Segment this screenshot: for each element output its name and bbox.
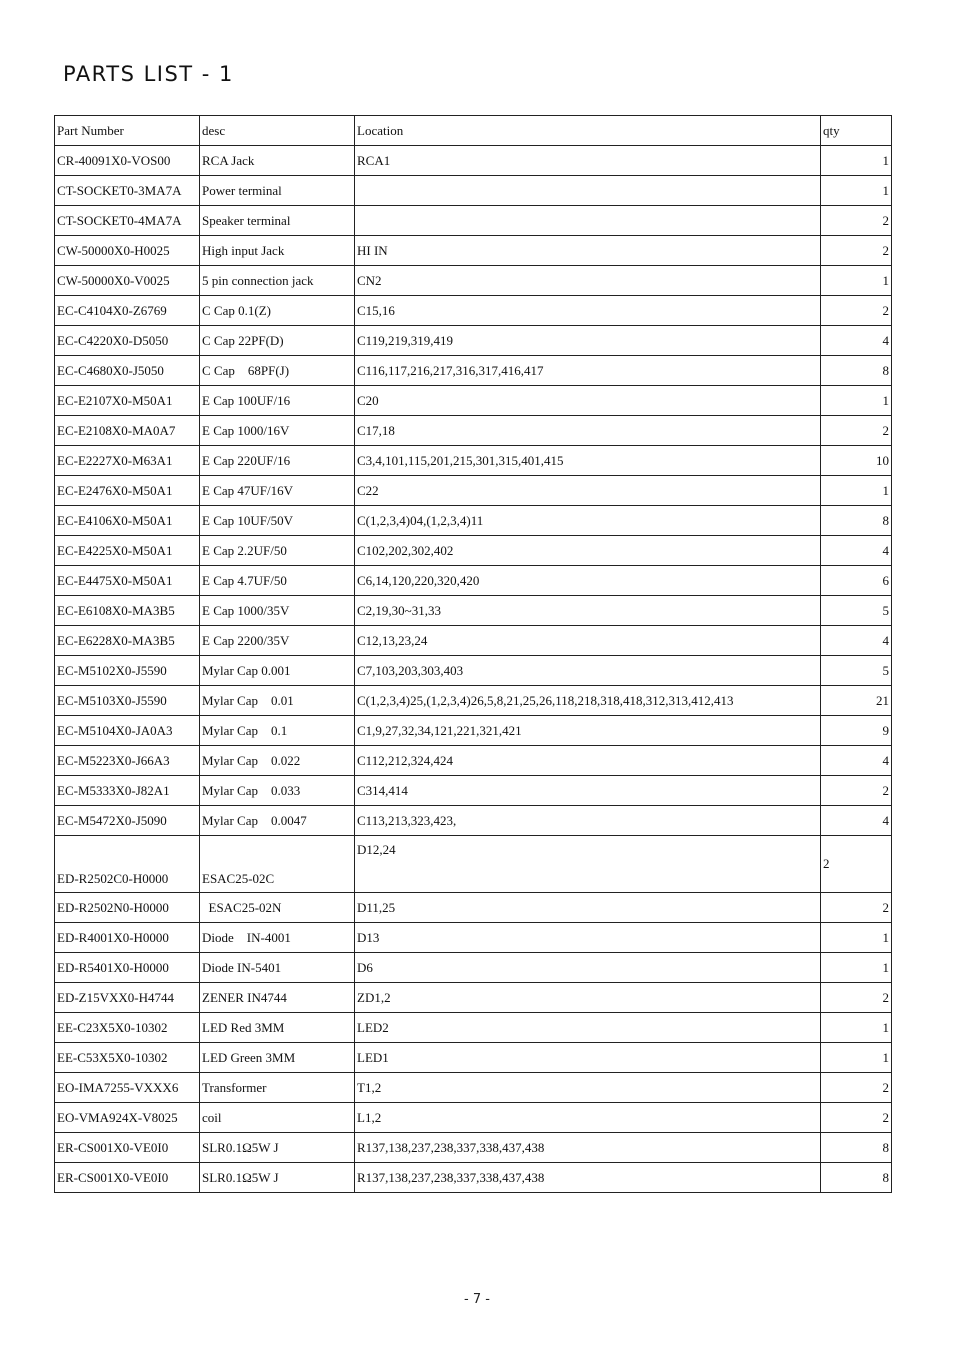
cell-part-number: CW-50000X0-H0025 — [55, 236, 200, 266]
cell-part-number: EC-C4104X0-Z6769 — [55, 296, 200, 326]
table-row — [55, 446, 892, 476]
cell-location: D12,24 — [355, 836, 821, 893]
cell-desc: coil — [200, 1103, 355, 1133]
cell-location: ZD1,2 — [355, 983, 821, 1013]
table-row — [55, 596, 892, 626]
cell-qty: 8 — [821, 1133, 892, 1163]
table-row — [55, 626, 892, 656]
cell-qty: 4 — [821, 536, 892, 566]
cell-qty: 21 — [821, 686, 892, 716]
cell-qty: 1 — [821, 146, 892, 176]
header-desc: desc — [200, 116, 355, 146]
cell-desc: Power terminal — [200, 176, 355, 206]
table-row — [55, 776, 892, 806]
cell-location: C116,117,216,217,316,317,416,417 — [355, 356, 821, 386]
table-row — [55, 326, 892, 356]
header-qty: qty — [821, 116, 892, 146]
cell-part-number: EC-M5472X0-J5090 — [55, 806, 200, 836]
table-row — [55, 1013, 892, 1043]
cell-part-number: CT-SOCKET0-4MA7A — [55, 206, 200, 236]
cell-qty: 4 — [821, 626, 892, 656]
cell-location: C113,213,323,423, — [355, 806, 821, 836]
cell-location: C12,13,23,24 — [355, 626, 821, 656]
cell-desc: LED Green 3MM — [200, 1043, 355, 1073]
table-row — [55, 746, 892, 776]
cell-qty: 2 — [821, 1073, 892, 1103]
table-row — [55, 836, 892, 893]
cell-desc: ESAC25-02N — [200, 893, 355, 923]
table-row — [55, 716, 892, 746]
table-row — [55, 1043, 892, 1073]
cell-desc: Transformer — [200, 1073, 355, 1103]
cell-part-number: ED-R2502C0-H0000 — [55, 836, 200, 893]
table-row — [55, 686, 892, 716]
table-row — [55, 236, 892, 266]
cell-location: LED1 — [355, 1043, 821, 1073]
cell-qty: 5 — [821, 596, 892, 626]
table-row — [55, 386, 892, 416]
cell-part-number: EC-M5103X0-J5590 — [55, 686, 200, 716]
cell-part-number: CW-50000X0-V0025 — [55, 266, 200, 296]
cell-part-number: EC-M5104X0-JA0A3 — [55, 716, 200, 746]
table-header-row — [55, 116, 892, 146]
cell-desc: High input Jack — [200, 236, 355, 266]
cell-qty: 10 — [821, 446, 892, 476]
cell-part-number: EC-E4225X0-M50A1 — [55, 536, 200, 566]
cell-location: C7,103,203,303,403 — [355, 656, 821, 686]
cell-desc: Mylar Cap 0.033 — [200, 776, 355, 806]
table-row — [55, 983, 892, 1013]
cell-qty: 1 — [821, 923, 892, 953]
cell-qty: 2 — [821, 236, 892, 266]
table-row — [55, 566, 892, 596]
cell-location: C102,202,302,402 — [355, 536, 821, 566]
cell-qty: 8 — [821, 1163, 892, 1193]
cell-location: T1,2 — [355, 1073, 821, 1103]
table-row — [55, 1103, 892, 1133]
cell-qty: 5 — [821, 656, 892, 686]
cell-location: C2,19,30~31,33 — [355, 596, 821, 626]
cell-qty: 1 — [821, 386, 892, 416]
cell-location: C6,14,120,220,320,420 — [355, 566, 821, 596]
cell-part-number: EC-E2227X0-M63A1 — [55, 446, 200, 476]
cell-part-number: EO-VMA924X-V8025 — [55, 1103, 200, 1133]
cell-location: R137,138,237,238,337,338,437,438 — [355, 1163, 821, 1193]
cell-part-number: ED-R5401X0-H0000 — [55, 953, 200, 983]
cell-desc: E Cap 47UF/16V — [200, 476, 355, 506]
cell-location: LED2 — [355, 1013, 821, 1043]
cell-desc: ESAC25-02C — [200, 836, 355, 893]
table-row — [55, 476, 892, 506]
table-row — [55, 923, 892, 953]
cell-desc: Mylar Cap 0.022 — [200, 746, 355, 776]
cell-desc: E Cap 4.7UF/50 — [200, 566, 355, 596]
cell-qty: 1 — [821, 1013, 892, 1043]
cell-qty: 1 — [821, 476, 892, 506]
cell-part-number: CR-40091X0-VOS00 — [55, 146, 200, 176]
table-row — [55, 1133, 892, 1163]
cell-desc: SLR0.1Ω5W J — [200, 1133, 355, 1163]
cell-qty: 2 — [821, 983, 892, 1013]
cell-desc: E Cap 1000/16V — [200, 416, 355, 446]
cell-desc: E Cap 220UF/16 — [200, 446, 355, 476]
cell-qty: 2 — [821, 836, 892, 893]
cell-desc: Mylar Cap 0.0047 — [200, 806, 355, 836]
cell-qty: 4 — [821, 326, 892, 356]
cell-qty: 2 — [821, 206, 892, 236]
cell-location: C20 — [355, 386, 821, 416]
cell-part-number: EC-E6228X0-MA3B5 — [55, 626, 200, 656]
cell-desc: Mylar Cap 0.001 — [200, 656, 355, 686]
cell-desc: E Cap 10UF/50V — [200, 506, 355, 536]
cell-desc: Diode IN-5401 — [200, 953, 355, 983]
cell-part-number: EE-C53X5X0-10302 — [55, 1043, 200, 1073]
cell-location: HI IN — [355, 236, 821, 266]
header-part-number: Part Number — [55, 116, 200, 146]
table-row — [55, 656, 892, 686]
cell-desc: ZENER IN4744 — [200, 983, 355, 1013]
cell-desc: E Cap 2.2UF/50 — [200, 536, 355, 566]
cell-desc: E Cap 2200/35V — [200, 626, 355, 656]
cell-qty: 4 — [821, 746, 892, 776]
cell-qty: 1 — [821, 176, 892, 206]
cell-desc: SLR0.1Ω5W J — [200, 1163, 355, 1193]
cell-part-number: EC-E2476X0-M50A1 — [55, 476, 200, 506]
cell-desc: Diode IN-4001 — [200, 923, 355, 953]
table-row — [55, 1073, 892, 1103]
cell-part-number: ED-Z15VXX0-H4744 — [55, 983, 200, 1013]
table-row — [55, 146, 892, 176]
cell-part-number: EC-M5333X0-J82A1 — [55, 776, 200, 806]
cell-part-number: EC-E2108X0-MA0A7 — [55, 416, 200, 446]
cell-desc: C Cap 0.1(Z) — [200, 296, 355, 326]
cell-desc: LED Red 3MM — [200, 1013, 355, 1043]
cell-qty: 2 — [821, 416, 892, 446]
cell-location: D13 — [355, 923, 821, 953]
cell-part-number: EE-C23X5X0-10302 — [55, 1013, 200, 1043]
cell-part-number: CT-SOCKET0-3MA7A — [55, 176, 200, 206]
table-row — [55, 506, 892, 536]
table-row — [55, 536, 892, 566]
cell-desc: E Cap 100UF/16 — [200, 386, 355, 416]
cell-location: C112,212,324,424 — [355, 746, 821, 776]
cell-part-number: ER-CS001X0-VE0I0 — [55, 1133, 200, 1163]
cell-location: D11,25 — [355, 893, 821, 923]
cell-location: R137,138,237,238,337,338,437,438 — [355, 1133, 821, 1163]
cell-part-number: EC-E4106X0-M50A1 — [55, 506, 200, 536]
cell-part-number: EC-C4220X0-D5050 — [55, 326, 200, 356]
table-row — [55, 416, 892, 446]
table-row — [55, 806, 892, 836]
table-row — [55, 296, 892, 326]
cell-location — [355, 176, 821, 206]
table-row — [55, 266, 892, 296]
table-row — [55, 356, 892, 386]
header-location: Location — [355, 116, 821, 146]
cell-part-number: ED-R2502N0-H0000 — [55, 893, 200, 923]
cell-qty: 2 — [821, 893, 892, 923]
table-row — [55, 953, 892, 983]
cell-location: C15,16 — [355, 296, 821, 326]
cell-desc: RCA Jack — [200, 146, 355, 176]
cell-qty: 4 — [821, 806, 892, 836]
cell-part-number: EO-IMA7255-VXXX6 — [55, 1073, 200, 1103]
parts-table — [54, 115, 892, 1193]
cell-qty: 2 — [821, 1103, 892, 1133]
cell-part-number: ER-CS001X0-VE0I0 — [55, 1163, 200, 1193]
cell-desc: 5 pin connection jack — [200, 266, 355, 296]
page-title: PARTS LIST - 1 — [63, 62, 234, 86]
cell-qty: 2 — [821, 776, 892, 806]
cell-location: D6 — [355, 953, 821, 983]
cell-part-number: EC-E6108X0-MA3B5 — [55, 596, 200, 626]
cell-part-number: EC-C4680X0-J5050 — [55, 356, 200, 386]
cell-qty: 8 — [821, 356, 892, 386]
cell-part-number: EC-M5223X0-J66A3 — [55, 746, 200, 776]
cell-location — [355, 206, 821, 236]
cell-desc: Speaker terminal — [200, 206, 355, 236]
cell-location: C(1,2,3,4)04,(1,2,3,4)11 — [355, 506, 821, 536]
cell-location: C1,9,27,32,34,121,221,321,421 — [355, 716, 821, 746]
cell-qty: 9 — [821, 716, 892, 746]
cell-desc: C Cap 68PF(J) — [200, 356, 355, 386]
cell-part-number: EC-E4475X0-M50A1 — [55, 566, 200, 596]
cell-part-number: EC-M5102X0-J5590 — [55, 656, 200, 686]
cell-qty: 8 — [821, 506, 892, 536]
table-row — [55, 206, 892, 236]
cell-desc: Mylar Cap 0.01 — [200, 686, 355, 716]
page-number: - 7 - — [464, 1292, 490, 1307]
table-row — [55, 176, 892, 206]
cell-location: L1,2 — [355, 1103, 821, 1133]
cell-qty: 6 — [821, 566, 892, 596]
cell-part-number: ED-R4001X0-H0000 — [55, 923, 200, 953]
cell-qty: 1 — [821, 266, 892, 296]
cell-location: C(1,2,3,4)25,(1,2,3,4)26,5,8,21,25,26,118,218,318,418,312,313,412,413 — [355, 686, 821, 716]
cell-desc: E Cap 1000/35V — [200, 596, 355, 626]
cell-qty: 2 — [821, 296, 892, 326]
cell-location: C119,219,319,419 — [355, 326, 821, 356]
cell-location: CN2 — [355, 266, 821, 296]
table-row — [55, 1163, 892, 1193]
cell-location: C17,18 — [355, 416, 821, 446]
cell-location: C22 — [355, 476, 821, 506]
table-row — [55, 893, 892, 923]
cell-qty: 1 — [821, 1043, 892, 1073]
cell-location: C314,414 — [355, 776, 821, 806]
cell-location: RCA1 — [355, 146, 821, 176]
cell-desc: Mylar Cap 0.1 — [200, 716, 355, 746]
cell-part-number: EC-E2107X0-M50A1 — [55, 386, 200, 416]
cell-desc: C Cap 22PF(D) — [200, 326, 355, 356]
cell-qty: 1 — [821, 953, 892, 983]
cell-location: C3,4,101,115,201,215,301,315,401,415 — [355, 446, 821, 476]
